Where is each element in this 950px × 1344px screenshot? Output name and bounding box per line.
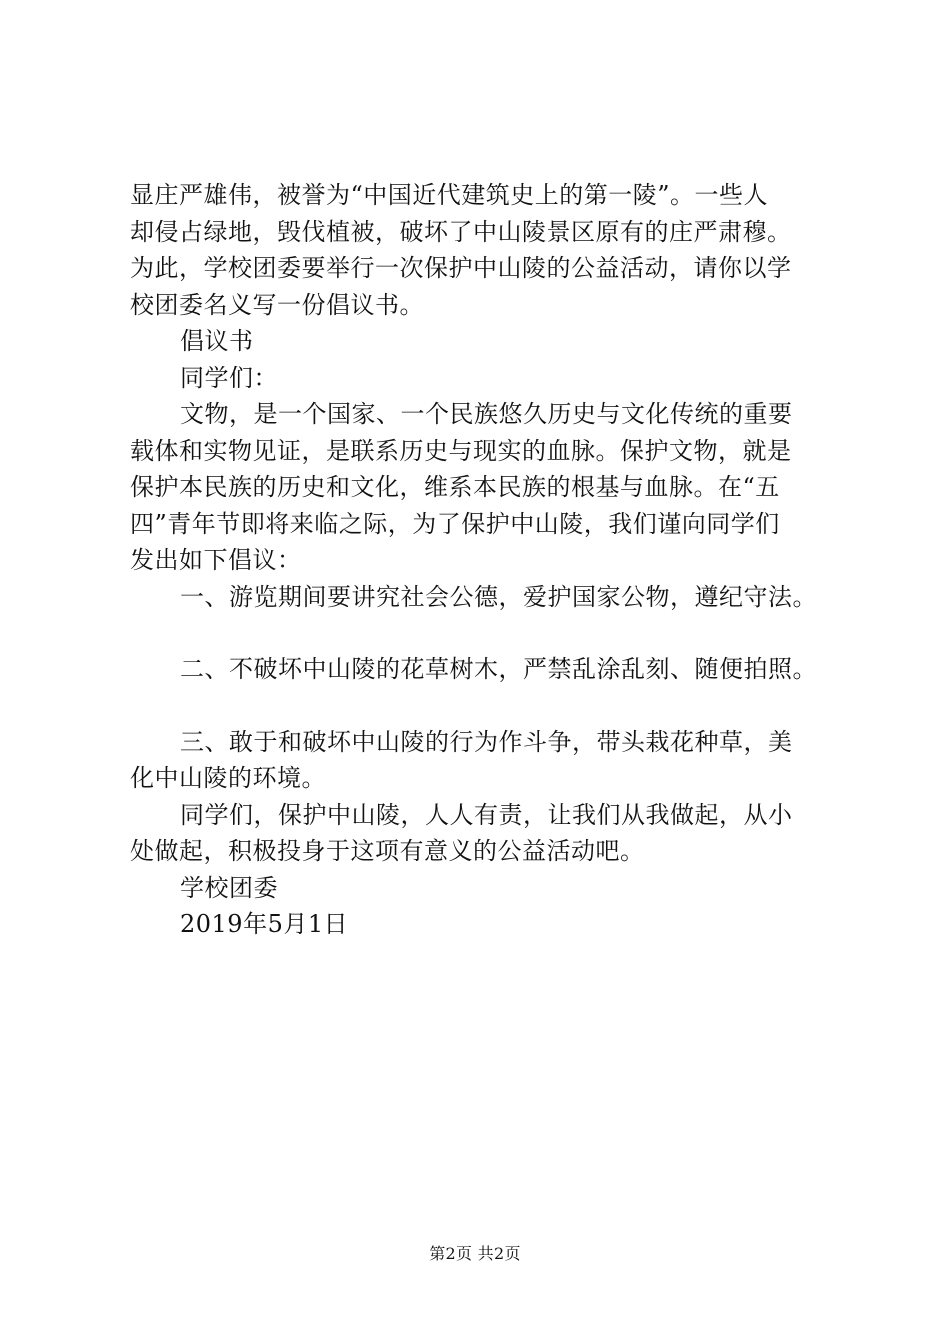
proposal-item: 三、敢于和破坏中山陵的行为作斗争，带头栽花种草，美 — [180, 727, 793, 756]
proposal-item: 二、不破坏中山陵的花草树木，严禁乱涂乱刻、随便拍照。 — [180, 655, 817, 683]
body-line: 化中山陵的环境。 — [130, 764, 326, 792]
body-line: 为此，学校团委要举行一次保护中山陵的公益活动，请你以学 — [130, 254, 792, 282]
body-line: 显庄严雄伟，被誉为“中国近代建筑史上的第一陵”。一些人 — [130, 181, 769, 209]
paragraph-gap — [130, 688, 830, 724]
body-line: 四”青年节即将来临之际，为了保护中山陵，我们谨向同学们 — [130, 509, 780, 538]
body-line: 发出如下倡议： — [130, 546, 302, 574]
signature: 学校团委 — [180, 873, 278, 902]
body-line: 校团委名义写一份倡议书。 — [130, 290, 424, 319]
closing-paragraph: 同学们，保护中山陵，人人有责，让我们从我做起，从小 — [180, 800, 793, 829]
body-line: 保护本民族的历史和文化，维系本民族的根基与血脉。在“五 — [130, 473, 780, 501]
body-line: 载体和实物见证，是联系历史与现实的血脉。保护文物，就是 — [130, 436, 792, 465]
paragraph-gap — [130, 615, 830, 651]
proposal-item: 一、游览期间要讲究社会公德，爱护国家公物，遵纪守法。 — [180, 582, 817, 611]
salutation: 同学们： — [180, 363, 278, 392]
date: 2019年5月1日 — [180, 910, 349, 938]
letter-title: 倡议书 — [180, 327, 254, 355]
body-line: 处做起，积极投身于这项有意义的公益活动吧。 — [130, 837, 645, 865]
document-body — [130, 177, 830, 943]
body-line: 文物，是一个国家、一个民族悠久历史与文化传统的重要 — [180, 400, 793, 428]
body-line: 却侵占绿地，毁伐植被，破坏了中山陵景区原有的庄严肃穆。 — [130, 217, 792, 246]
page-number-footer: 第2页 共2页 — [429, 1244, 521, 1263]
